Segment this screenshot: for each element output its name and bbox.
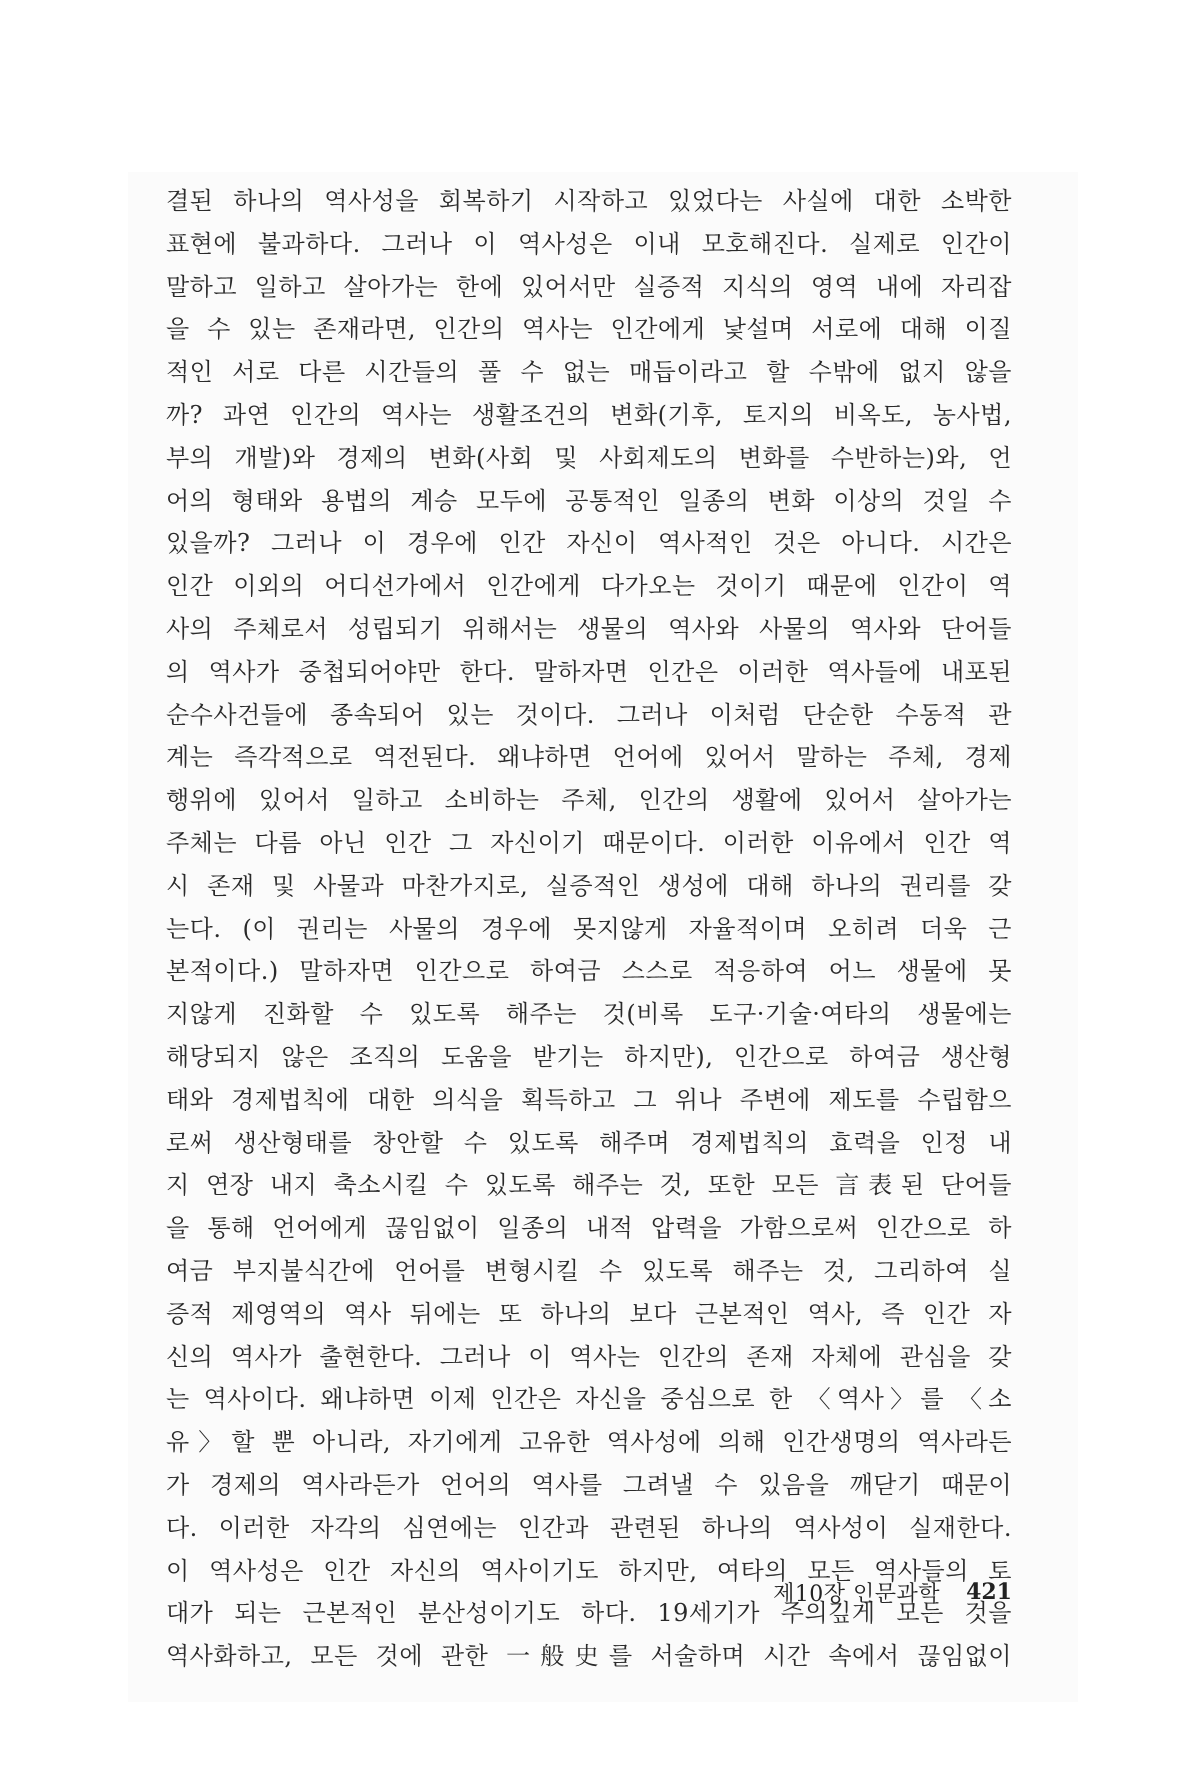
text-line: 지 연장 내지 축소시킬 수 있도록 해주는 것, 또한 모든 言表된 단어들 bbox=[166, 1171, 1012, 1200]
text-line: 의 역사가 중첩되어야만 한다. 말하자면 인간은 이러한 역사들에 내포된 bbox=[166, 657, 1012, 686]
text-line: 는다. (이 권리는 사물의 경우에 못지않게 자율적이며 오히려 더욱 근 bbox=[166, 914, 1012, 943]
text-line: 다. 이러한 자각의 심연에는 인간과 관련된 하나의 역사성이 실재한다. bbox=[166, 1513, 1012, 1542]
text-line: 시 존재 및 사물과 마찬가지로, 실증적인 생성에 대해 하나의 권리를 갖 bbox=[166, 871, 1012, 900]
text-line: 어의 형태와 용법의 계승 모두에 공통적인 일종의 변화 이상의 것일 수 bbox=[166, 486, 1012, 515]
text-line: 인간 이외의 어디선가에서 인간에게 다가오는 것이기 때문에 인간이 역 bbox=[166, 572, 1012, 601]
chapter-title: 제10장 인문과학 bbox=[773, 1581, 941, 1607]
text-line: 신의 역사가 출현한다. 그러나 이 역사는 인간의 존재 자체에 관심을 갖 bbox=[166, 1342, 1012, 1371]
text-line: 까? 과연 인간의 역사는 생활조건의 변화(기후, 토지의 비옥도, 농사법, bbox=[166, 400, 1012, 429]
text-line: 말하고 일하고 살아가는 한에 있어서만 실증적 지식의 영역 내에 자리잡 bbox=[166, 272, 1012, 301]
text-line: 부의 개발)와 경제의 변화(사회 및 사회제도의 변화를 수반하는)와, 언 bbox=[166, 443, 1012, 472]
text-line: 을 수 있는 존재라면, 인간의 역사는 인간에게 낯설며 서로에 대해 이질 bbox=[166, 315, 1012, 344]
text-line: 증적 제영역의 역사 뒤에는 또 하나의 보다 근본적인 역사, 즉 인간 자 bbox=[166, 1299, 1012, 1328]
page-footer bbox=[712, 1576, 1012, 1608]
text-line: 행위에 있어서 일하고 소비하는 주체, 인간의 생활에 있어서 살아가는 bbox=[166, 786, 1012, 815]
text-line: 유〉할 뿐 아니라, 자기에게 고유한 역사성에 의해 인간생명의 역사라든 bbox=[166, 1428, 1012, 1457]
text-line: 로써 생산형태를 창안할 수 있도록 해주며 경제법칙의 효력을 인정 내 bbox=[166, 1128, 1012, 1157]
text-line: 주체는 다름 아닌 인간 그 자신이기 때문이다. 이러한 이유에서 인간 역 bbox=[166, 828, 1012, 857]
text-line: 순수사건들에 종속되어 있는 것이다. 그러나 이처럼 단순한 수동적 관 bbox=[166, 700, 1012, 729]
text-line: 여금 부지불식간에 언어를 변형시킬 수 있도록 해주는 것, 그리하여 실 bbox=[166, 1256, 1012, 1285]
text-line: 결된 하나의 역사성을 회복하기 시작하고 있었다는 사실에 대한 소박한 bbox=[166, 187, 1012, 215]
text-line: 적인 서로 다른 시간들의 풀 수 없는 매듭이라고 할 수밖에 없지 않을 bbox=[166, 358, 1012, 387]
text-line: 이 역사성은 인간 자신의 역사이기도 하지만, 여타의 모든 역사들의 토 bbox=[166, 1556, 1012, 1585]
text-line: 있을까? 그러나 이 경우에 인간 자신이 역사적인 것은 아니다. 시간은 bbox=[166, 529, 1012, 558]
text-line: 역사화하고, 모든 것에 관한 一般史를 서술하며 시간 속에서 끊임없이 bbox=[166, 1642, 1012, 1671]
text-line: 계는 즉각적으로 역전된다. 왜냐하면 언어에 있어서 말하는 주체, 경제 bbox=[166, 743, 1012, 772]
page-number: 421 bbox=[966, 1579, 1012, 1605]
text-line: 가 경제의 역사라든가 언어의 역사를 그려낼 수 있음을 깨닫기 때문이 bbox=[166, 1470, 1012, 1499]
text-line: 사의 주체로서 성립되기 위해서는 생물의 역사와 사물의 역사와 단어들 bbox=[166, 614, 1012, 643]
text-line: 는 역사이다. 왜냐하면 이제 인간은 자신을 중심으로 한 〈역사〉를 〈소 bbox=[166, 1385, 1012, 1414]
text-line: 표현에 불과하다. 그러나 이 역사성은 이내 모호해진다. 실제로 인간이 bbox=[166, 229, 1012, 258]
body-text bbox=[166, 180, 1012, 1678]
text-line: 태와 경제법칙에 대한 의식을 획득하고 그 위나 주변에 제도를 수립함으 bbox=[166, 1085, 1012, 1114]
text-line: 을 통해 언어에게 끊임없이 일종의 내적 압력을 가함으로써 인간으로 하 bbox=[166, 1214, 1012, 1243]
text-line: 해당되지 않은 조직의 도움을 받기는 하지만), 인간으로 하여금 생산형 bbox=[166, 1042, 1012, 1071]
text-line: 대가 되는 근본적인 분산성이기도 하다. 19세기가 주의깊게 모든 것을 bbox=[166, 1599, 1012, 1628]
text-line: 본적이다.) 말하자면 인간으로 하여금 스스로 적응하여 어느 생물에 못 bbox=[166, 957, 1012, 986]
text-line: 지않게 진화할 수 있도록 해주는 것(비록 도구·기술·여타의 생물에는 bbox=[166, 1000, 1012, 1029]
